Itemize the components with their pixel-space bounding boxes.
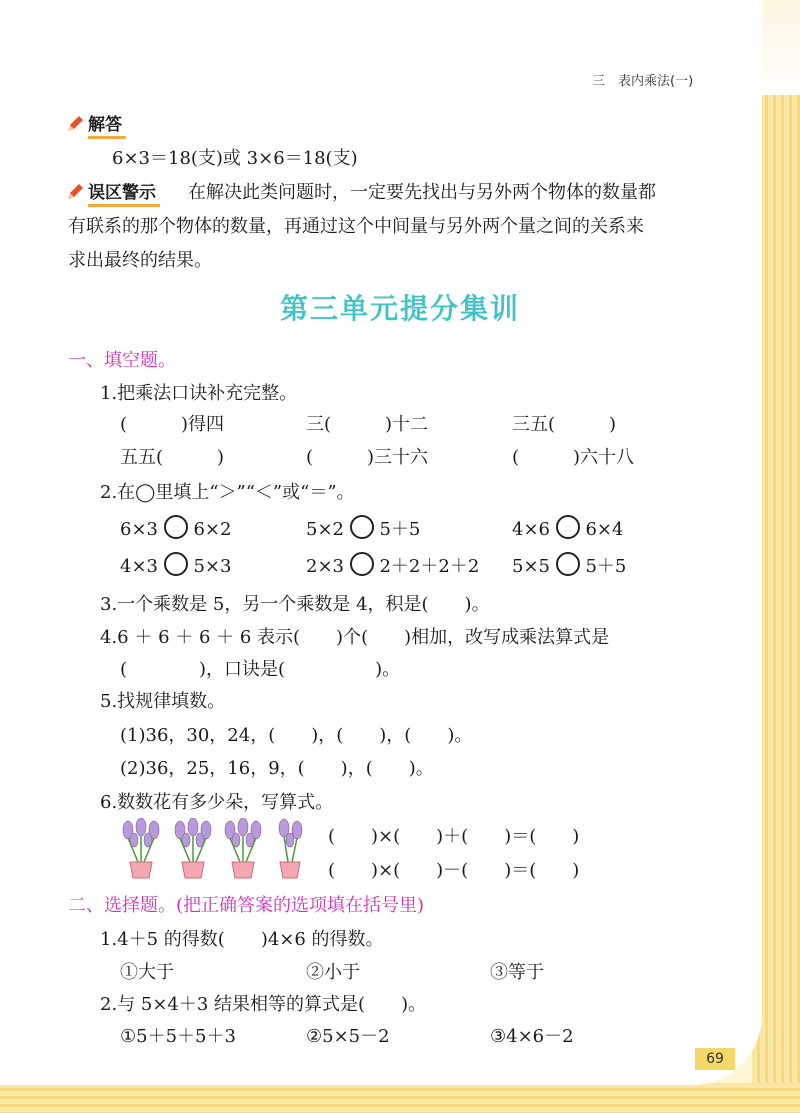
answer-label: 解答 (88, 115, 126, 139)
q1-stem: 1.把乘法口诀补充完整。 (100, 383, 298, 404)
compare-item: 4×6 6×4 (512, 515, 623, 540)
s2-q2-option[interactable]: ②5×5－2 (306, 1026, 390, 1047)
q6-equation2: ( )×( )－( )＝( ) (328, 860, 580, 881)
s2-q1-stem: 1.4＋5 的得数( )4×6 的得数。 (100, 929, 384, 950)
chapter-header: 三 表内乘法(一) (592, 74, 694, 89)
unit-title: 第三单元提分集训 (279, 292, 520, 325)
compare-item: 6×3 6×2 (120, 515, 231, 540)
q4-line1: 4.6 ＋ 6 ＋ 6 ＋ 6 表示( )个( )相加，改写成乘法算式是 (100, 627, 610, 648)
q1-blank: 三( )十二 (306, 414, 429, 435)
s2-q1-option[interactable]: ①大于 (120, 962, 174, 983)
compare-item: 2×3 2＋2＋2＋2 (306, 552, 479, 578)
page-number: 69 (695, 1048, 735, 1070)
q2-stem: 2.在◯里填上“＞”“＜”或“＝”。 (100, 482, 355, 503)
page-edge-stripes-bottom (0, 1083, 800, 1113)
compare-circle[interactable] (350, 515, 374, 539)
compare-circle[interactable] (556, 515, 580, 539)
q5-stem: 5.找规律填数。 (100, 691, 226, 712)
compare-circle[interactable] (164, 515, 188, 539)
q6-stem: 6.数数花有多少朵，写算式。 (100, 792, 334, 813)
flower-pot-image (118, 818, 164, 884)
q4-line2: ( )，口诀是( )。 (120, 659, 401, 680)
q1-blank: 五五( ) (120, 447, 225, 468)
flower-pot-image (270, 818, 310, 884)
flower-pot-image (220, 818, 266, 884)
q1-blank: ( )三十六 (306, 447, 429, 468)
compare-circle[interactable] (556, 552, 580, 576)
pencil-icon (66, 183, 84, 205)
warning-line3: 求出最终的结果。 (68, 250, 212, 271)
flower-pot-image (170, 818, 216, 884)
warning-label: 误区警示 (88, 183, 160, 207)
compare-circle[interactable] (164, 552, 188, 576)
q1-blank: ( )六十八 (512, 447, 635, 468)
warning-label-row (66, 178, 160, 205)
compare-item: 5×5 5＋5 (512, 552, 626, 578)
q1-blank: 三五( ) (512, 414, 617, 435)
pencil-icon (66, 115, 84, 137)
warning-line1: 在解决此类问题时，一定要先找出与另外两个物体的数量都 (188, 182, 656, 203)
answer-text: 6×3＝18(支)或 3×6＝18(支) (112, 148, 358, 169)
q6-equation1: ( )×( )＋( )＝( ) (328, 826, 580, 847)
compare-item: 5×2 5＋5 (306, 515, 420, 541)
q5-part1: (1)36，30，24，( )，( )，( )。 (120, 725, 473, 746)
q5-part2: (2)36，25，16，9，( )，( )。 (120, 758, 434, 779)
s2-q2-option[interactable]: ③4×6－2 (490, 1026, 574, 1047)
section2-heading: 二、选择题。(把正确答案的选项填在括号里) (68, 895, 425, 916)
warning-line2: 有联系的那个物体的数量，再通过这个中间量与另外两个量之间的关系来 (68, 216, 644, 237)
section1-heading: 一、填空题。 (68, 350, 176, 371)
q3-stem: 3.一个乘数是 5，另一个乘数是 4，积是( )。 (100, 594, 490, 615)
compare-item: 4×3 5×3 (120, 552, 231, 577)
s2-q1-option[interactable]: ②小于 (306, 962, 360, 983)
s2-q2-option[interactable]: ①5＋5＋5＋3 (120, 1026, 236, 1047)
compare-circle[interactable] (350, 552, 374, 576)
answer-label-row (66, 110, 126, 137)
s2-q2-stem: 2.与 5×4＋3 结果相等的算式是( )。 (100, 994, 427, 1015)
s2-q1-option[interactable]: ③等于 (490, 962, 544, 983)
q1-blank: ( )得四 (120, 414, 225, 435)
